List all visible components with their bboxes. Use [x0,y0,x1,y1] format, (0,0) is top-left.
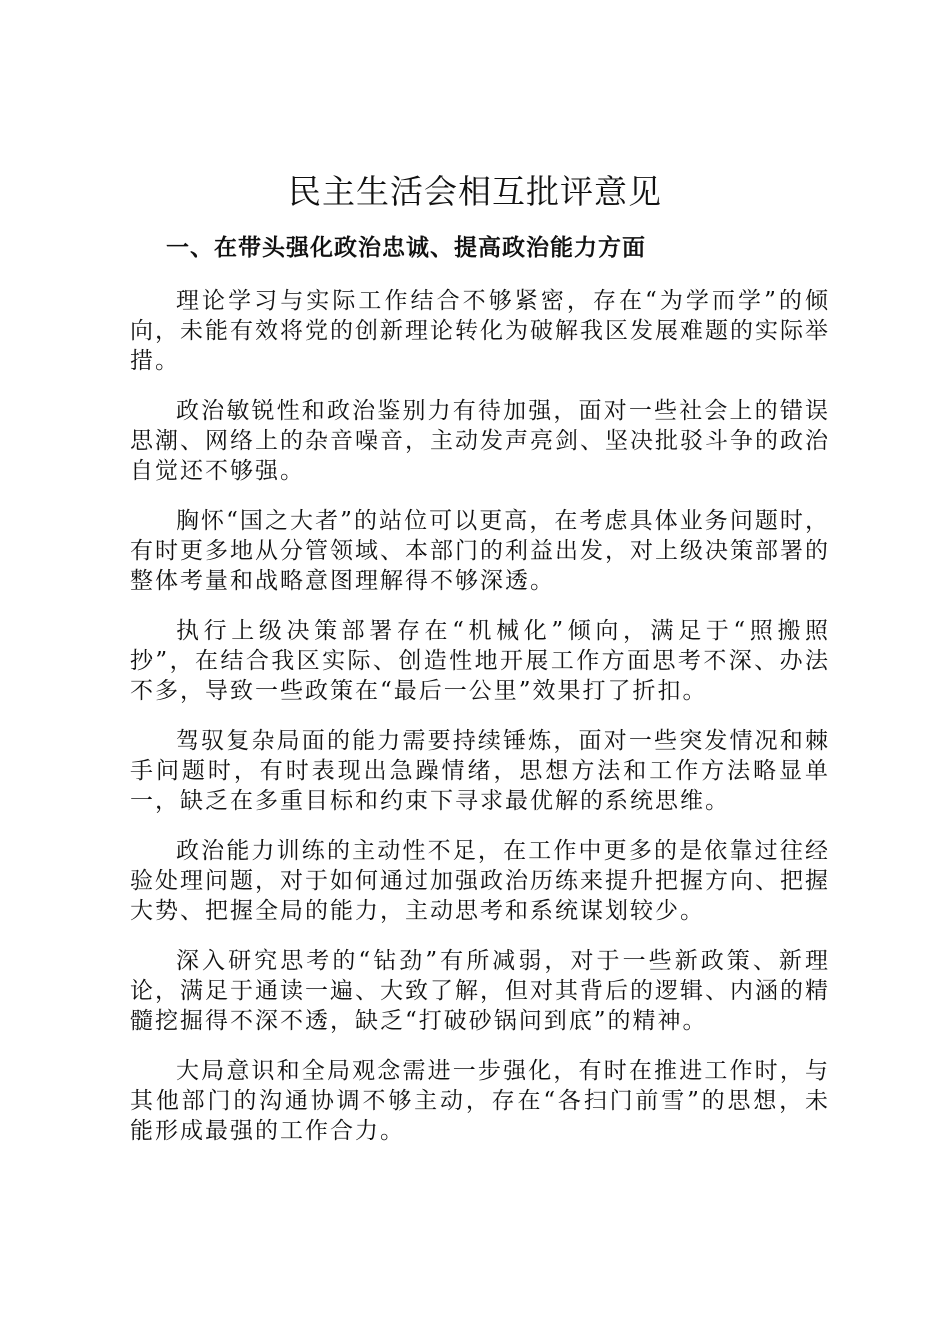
paragraph-3: 胸怀“国之大者”的站位可以更高，在考虑具体业务问题时，有时更多地从分管领域、本部门的利益出发，对上级决策部署的整体考量和战略意图理解得不够深透。 [130,508,830,594]
document-title: 民主生活会相互批评意见 [288,172,662,211]
paragraph-list [130,286,830,1166]
paragraph-8: 大局意识和全局观念需进一步强化，有时在推进工作时，与其他部门的沟通协调不够主动，存在“各扫门前雪”的思想，未能形成最强的工作合力。 [130,1058,830,1144]
paragraph-7: 深入研究思考的“钻劲”有所减弱，对于一些新政策、新理论，满足于通读一遍、大致了解，但对其背后的逻辑、内涵的精髓挖掘得不深不透，缺乏“打破砂锅问到底”的精神。 [130,948,830,1034]
paragraph-6: 政治能力训练的主动性不足，在工作中更多的是依靠过往经验处理问题，对于如何通过加强政治历练来提升把握方向、把握大势、把握全局的能力，主动思考和系统谋划较少。 [130,838,830,924]
paragraph-2: 政治敏锐性和政治鉴别力有待加强，面对一些社会上的错误思潮、网络上的杂音噪音，主动发声亮剑、坚决批驳斗争的政治自觉还不够强。 [130,398,830,484]
paragraph-1: 理论学习与实际工作结合不够紧密，存在“为学而学”的倾向，未能有效将党的创新理论转化为破解我区发展难题的实际举措。 [130,288,830,374]
paragraph-5: 驾驭复杂局面的能力需要持续锤炼，面对一些突发情况和棘手问题时，有时表现出急躁情绪，思想方法和工作方法略显单一，缺乏在多重目标和约束下寻求最优解的系统思维。 [130,728,830,814]
section-heading: 一、在带头强化政治忠诚、提高政治能力方面 [166,234,646,261]
paragraph-4: 执行上级决策部署存在“机械化”倾向，满足于“照搬照抄”，在结合我区实际、创造性地开展工作方面思考不深、办法不多，导致一些政策在“最后一公里”效果打了折扣。 [130,618,830,704]
